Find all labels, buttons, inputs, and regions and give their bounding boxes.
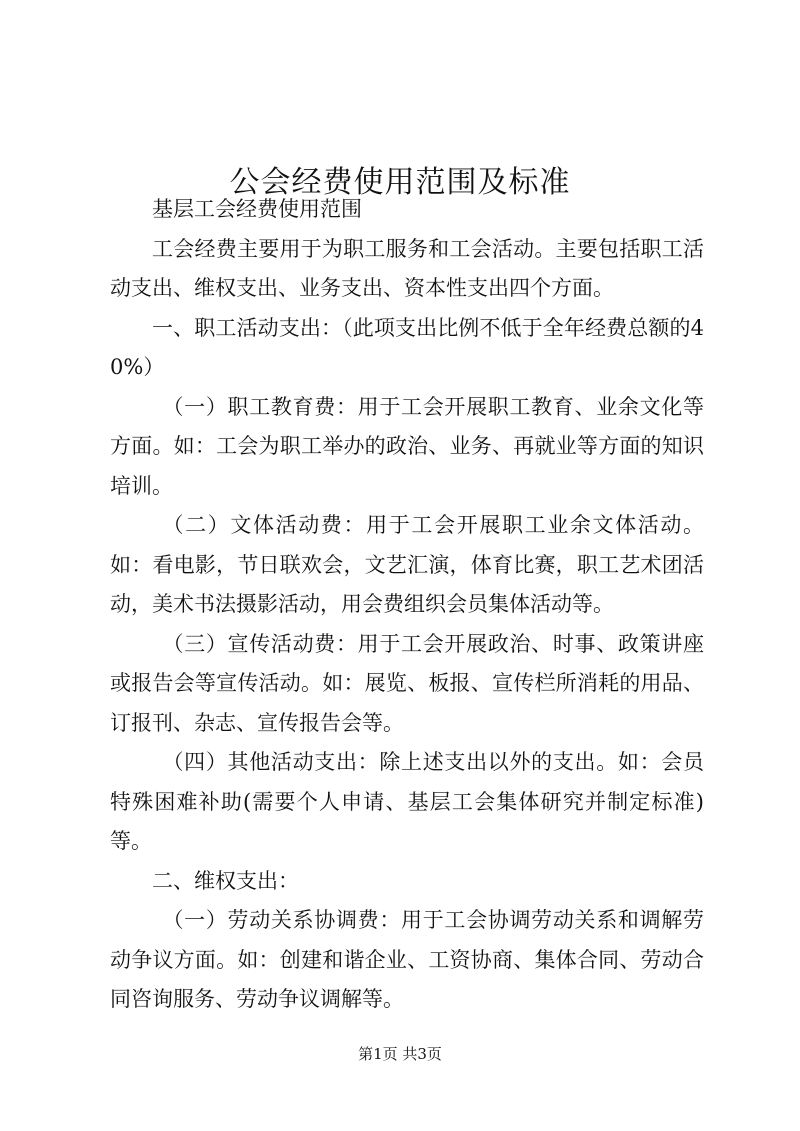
section-heading: 二、维权支出： xyxy=(152,868,299,893)
paragraph: （一）劳动关系协调费：用于工会协调劳动关系和调解劳动争议方面。如：创建和谐企业、工资协商、集体合同、劳动合同咨询服务、劳动争议调解等。 xyxy=(110,908,704,1011)
paragraph: （四）其他活动支出：除上述支出以外的支出。如：会员特殊困难补助(需要个人申请、基层工会集体研究并制定标准)等。 xyxy=(110,750,704,853)
document-body xyxy=(110,190,704,1020)
paragraph: （三）宣传活动费：用于工会开展政治、时事、政策讲座或报告会等宣传活动。如：展览、板报、宣传栏所消耗的用品、订报刊、杂志、宣传报告会等。 xyxy=(110,631,704,735)
paragraph: 工会经费主要用于为职工服务和工会活动。主要包括职工活动支出、维权支出、业务支出、资本性支出四个方面。 xyxy=(110,236,704,300)
document-title: 公会经费使用范围及标准 xyxy=(229,165,571,201)
paragraph: （一）职工教育费：用于工会开展职工教育、业余文化等方面。如：工会为职工举办的政治、业务、再就业等方面的知识培训。 xyxy=(110,394,704,498)
section-heading: 基层工会经费使用范围 xyxy=(152,197,362,221)
section-heading: 一、职工活动支出：（此项支出比例不低于全年经费总额的40%） xyxy=(110,315,704,379)
paragraph: （二）文体活动费：用于工会开展职工业余文体活动。如：看电影，节日联欢会，文艺汇演，体育比赛，职工艺术团活动，美术书法摄影活动，用会费组织会员集体活动等。 xyxy=(110,513,704,616)
page-number-footer: 第1页 共3页 xyxy=(358,1045,442,1063)
